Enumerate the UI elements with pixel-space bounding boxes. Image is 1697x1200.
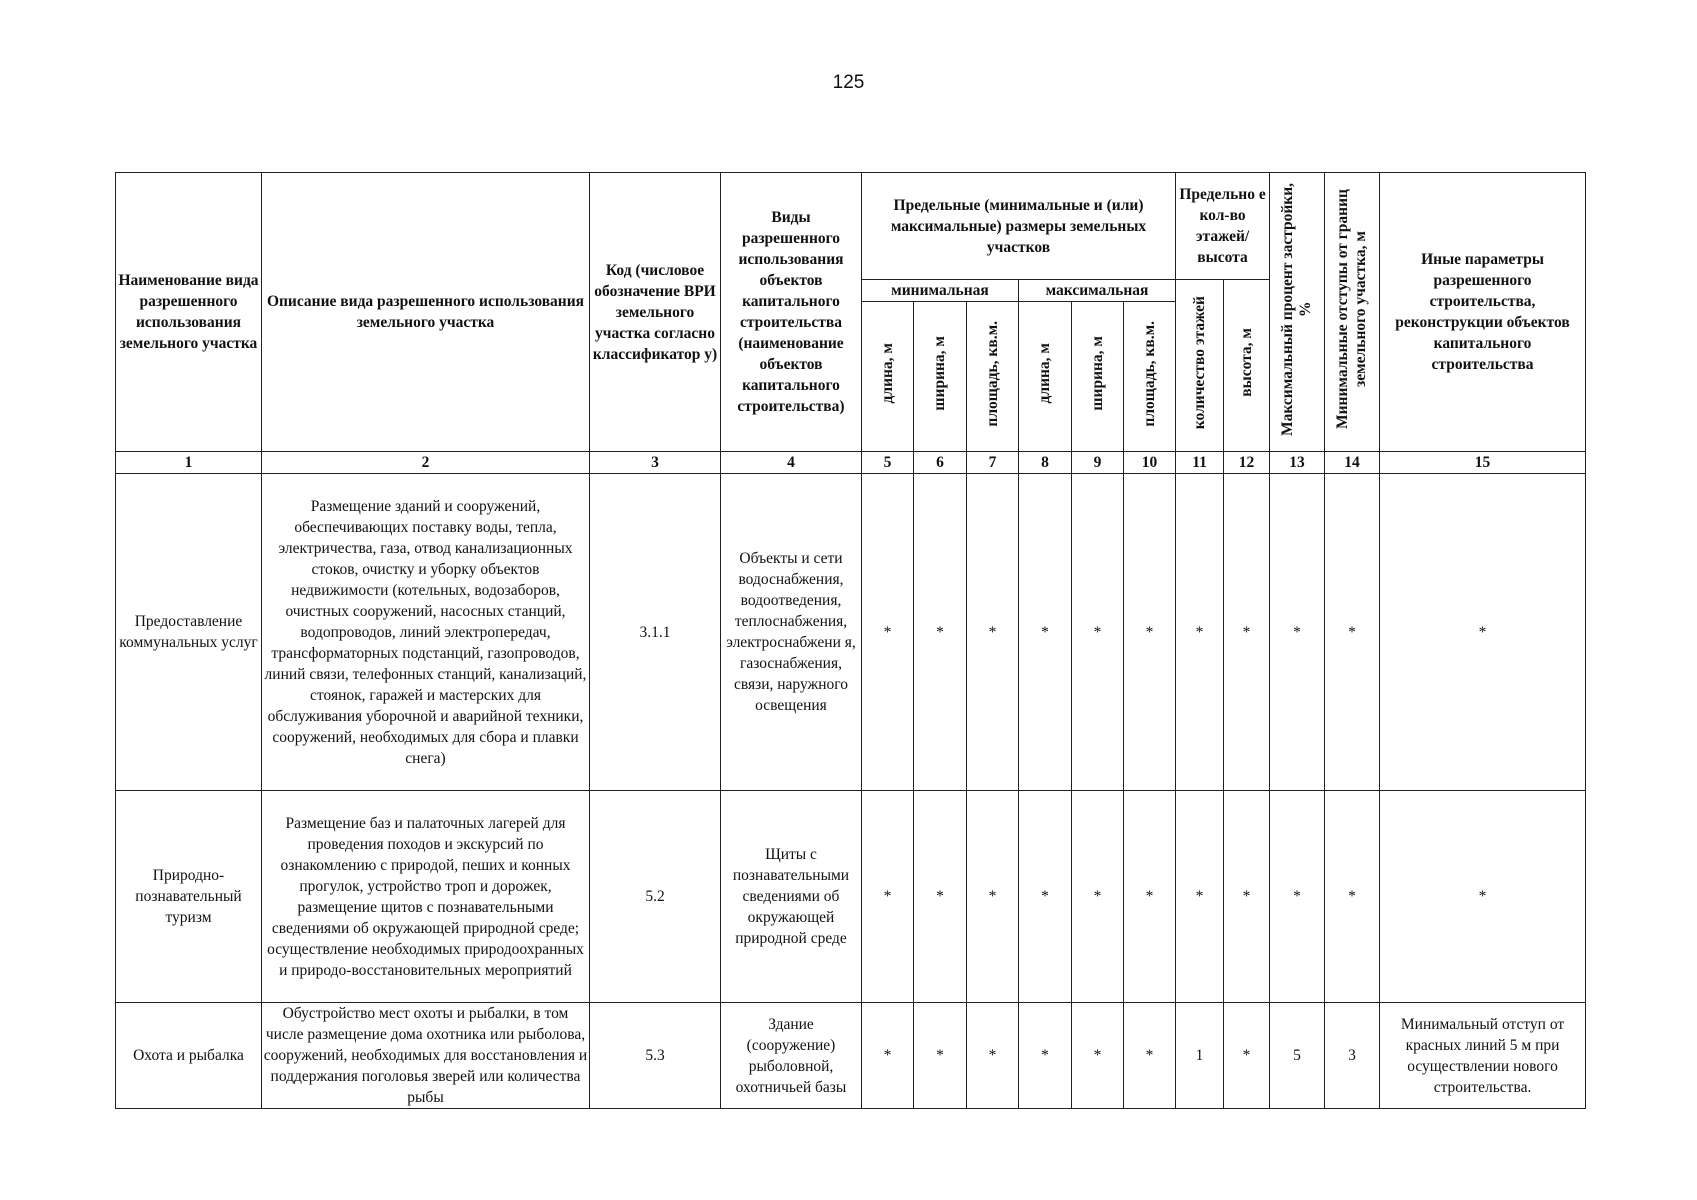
column-number: 9 <box>1072 452 1124 474</box>
header-code: Код (числовое обозначение ВРИ земельного участка согласно классификатор у) <box>590 173 721 452</box>
header-max-width: ширина, м <box>1072 302 1124 452</box>
column-number: 14 <box>1325 452 1380 474</box>
header-max-percent: Максимальный процент застройки, % <box>1270 173 1325 452</box>
max-width-value: * <box>1072 474 1124 791</box>
max-percent-value: * <box>1270 791 1325 1003</box>
table-row <box>116 1003 1586 1109</box>
other-params-value: * <box>1380 474 1586 791</box>
min-setback-value: * <box>1325 474 1380 791</box>
max-length-value: * <box>1019 1003 1072 1109</box>
height-value: * <box>1224 1003 1270 1109</box>
max-length-value: * <box>1019 791 1072 1003</box>
header-height: высота, м <box>1224 280 1270 452</box>
header-max-group: максимальная <box>1019 280 1176 302</box>
column-number: 8 <box>1019 452 1072 474</box>
header-min-setback: Минимальные отступы от границ земельного участка, м <box>1325 173 1380 452</box>
min-width-value: * <box>914 791 967 1003</box>
column-number: 4 <box>721 452 862 474</box>
max-area-value: * <box>1124 791 1176 1003</box>
min-area-value: * <box>967 474 1019 791</box>
column-number: 7 <box>967 452 1019 474</box>
floors-value: 1 <box>1176 1003 1224 1109</box>
column-number: 10 <box>1124 452 1176 474</box>
use-description: Размещение баз и палаточных лагерей для проведения походов и экскурсий по ознакомлению с природой, пеших и конных прогулок, устройство троп и дорожек, размещение щитов с познавательными сведениями об окружающей природной среде; осуществление необходимых природоохранных и природо-восстановительных мероприятий <box>262 791 590 1003</box>
max-percent-value: * <box>1270 474 1325 791</box>
column-number: 12 <box>1224 452 1270 474</box>
column-number: 13 <box>1270 452 1325 474</box>
column-number: 5 <box>862 452 914 474</box>
column-number: 11 <box>1176 452 1224 474</box>
min-width-value: * <box>914 474 967 791</box>
header-min-area: площадь, кв.м. <box>967 302 1019 452</box>
use-code: 5.3 <box>590 1003 721 1109</box>
header-floors: количество этажей <box>1176 280 1224 452</box>
other-params-value: Минимальный отступ от красных линий 5 м при осуществлении нового строительства. <box>1380 1003 1586 1109</box>
max-width-value: * <box>1072 791 1124 1003</box>
page-number: 125 <box>832 72 865 93</box>
min-setback-value: 3 <box>1325 1003 1380 1109</box>
use-description: Размещение зданий и сооружений, обеспечивающих поставку воды, тепла, электричества, газа, отвод канализационных стоков, очистку и уборку объектов недвижимости (котельных, водозаборов, очистных сооружений, насосных станций, водопроводов, линий электропередач, трансформаторных подстанций, газопроводов, линий связи, телефонных станций, канализаций, стоянок, гаражей и мастерских для обслуживания уборочной и аварийной техники, сооружений, необходимых для сбора и плавки снега) <box>262 474 590 791</box>
min-length-value: * <box>862 474 914 791</box>
capital-objects: Щиты с познавательными сведениями об окружающей природной среде <box>721 791 862 1003</box>
header-min-group: минимальная <box>862 280 1019 302</box>
max-length-value: * <box>1019 474 1072 791</box>
column-number: 2 <box>262 452 590 474</box>
min-length-value: * <box>862 1003 914 1109</box>
max-area-value: * <box>1124 474 1176 791</box>
header-max-length: длина, м <box>1019 302 1072 452</box>
height-value: * <box>1224 474 1270 791</box>
header-name: Наименование вида разрешенного использования земельного участка <box>116 173 262 452</box>
header-description: Описание вида разрешенного использования земельного участка <box>262 173 590 452</box>
column-number-row <box>116 452 1586 474</box>
column-number: 6 <box>914 452 967 474</box>
min-width-value: * <box>914 1003 967 1109</box>
column-number: 1 <box>116 452 262 474</box>
header-other-params: Иные параметры разрешенного строительства, реконструкции объектов капитального строительства <box>1380 173 1586 452</box>
use-name: Охота и рыбалка <box>116 1003 262 1109</box>
header-row-1 <box>116 173 1586 280</box>
use-name: Предоставление коммунальных услуг <box>116 474 262 791</box>
header-floors-group: Предельно е кол-во этажей/ высота <box>1176 173 1270 280</box>
header-objects: Виды разрешенного использования объектов капитального строительства (наименование объектов капитального строительства) <box>721 173 862 452</box>
min-setback-value: * <box>1325 791 1380 1003</box>
use-name: Природно-познавательный туризм <box>116 791 262 1003</box>
max-percent-value: 5 <box>1270 1003 1325 1109</box>
min-area-value: * <box>967 1003 1019 1109</box>
header-size-group: Предельные (минимальные и (или) максимальные) размеры земельных участков <box>862 173 1176 280</box>
column-number: 15 <box>1380 452 1586 474</box>
table-row <box>116 474 1586 791</box>
min-area-value: * <box>967 791 1019 1003</box>
land-use-regulations-table <box>115 172 1586 1109</box>
height-value: * <box>1224 791 1270 1003</box>
max-width-value: * <box>1072 1003 1124 1109</box>
floors-value: * <box>1176 474 1224 791</box>
use-description: Обустройство мест охоты и рыбалки, в том числе размещение дома охотника или рыболова, сооружений, необходимых для восстановления и поддержания поголовья зверей или количества рыбы <box>262 1003 590 1109</box>
capital-objects: Объекты и сети водоснабжения, водоотведения, теплоснабжения, электроснабжени я, газоснабжения, связи, наружного освещения <box>721 474 862 791</box>
other-params-value: * <box>1380 791 1586 1003</box>
table-row <box>116 791 1586 1003</box>
floors-value: * <box>1176 791 1224 1003</box>
header-max-area: площадь, кв.м. <box>1124 302 1176 452</box>
capital-objects: Здание (сооружение) рыболовной, охотничьей базы <box>721 1003 862 1109</box>
header-min-length: длина, м <box>862 302 914 452</box>
min-length-value: * <box>862 791 914 1003</box>
max-area-value: * <box>1124 1003 1176 1109</box>
use-code: 3.1.1 <box>590 474 721 791</box>
column-number: 3 <box>590 452 721 474</box>
use-code: 5.2 <box>590 791 721 1003</box>
header-min-width: ширина, м <box>914 302 967 452</box>
